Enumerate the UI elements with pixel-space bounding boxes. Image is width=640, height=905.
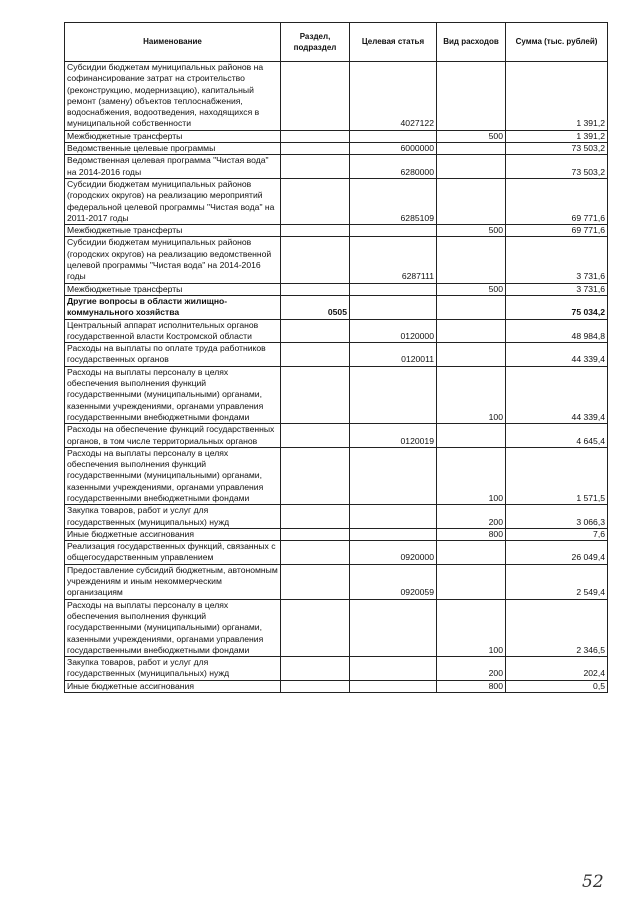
cell-target: 0120019 xyxy=(350,424,437,448)
cell-name: Расходы на обеспечение функций государственных органов, в том числе территориальных органов xyxy=(65,424,281,448)
cell-type xyxy=(437,424,506,448)
cell-amount: 44 339,4 xyxy=(506,366,608,423)
cell-name: Расходы на выплаты персоналу в целях обеспечения выполнения функций государственными (муниципальными) органами, казенными учреждениями, органами управления государственными внебюджетными фондами xyxy=(65,599,281,656)
cell-target xyxy=(350,680,437,692)
cell-type: 200 xyxy=(437,505,506,529)
cell-type xyxy=(437,237,506,283)
cell-section xyxy=(281,366,350,423)
cell-name: Иные бюджетные ассигнования xyxy=(65,528,281,540)
cell-name: Субсидии бюджетам муниципальных районов (городских округов) на реализацию ведомственной целевой программы "Чистая вода" на 2014-2016 годы xyxy=(65,237,281,283)
cell-name: Ведомственные целевые программы xyxy=(65,143,281,155)
cell-amount: 73 503,2 xyxy=(506,155,608,179)
table-row xyxy=(65,505,608,529)
cell-amount: 1 391,2 xyxy=(506,62,608,131)
cell-section xyxy=(281,447,350,504)
cell-type: 500 xyxy=(437,225,506,237)
cell-name: Межбюджетные трансферты xyxy=(65,130,281,142)
table-header-row xyxy=(65,23,608,62)
cell-target: 6000000 xyxy=(350,143,437,155)
cell-type: 500 xyxy=(437,283,506,295)
cell-amount: 73 503,2 xyxy=(506,143,608,155)
cell-section xyxy=(281,657,350,681)
page-number: 52 xyxy=(582,872,604,892)
table-row xyxy=(65,283,608,295)
cell-type: 200 xyxy=(437,657,506,681)
cell-section xyxy=(281,143,350,155)
cell-name: Реализация государственных функций, связанных с общегосударственным управлением xyxy=(65,541,281,565)
table-row xyxy=(65,564,608,599)
table-row xyxy=(65,528,608,540)
cell-amount: 202,4 xyxy=(506,657,608,681)
col-header-type: Вид расходов xyxy=(437,23,506,62)
cell-section xyxy=(281,155,350,179)
table-row xyxy=(65,62,608,131)
cell-target: 0920059 xyxy=(350,564,437,599)
cell-name: Предоставление субсидий бюджетным, автономным учреждениям и иным некоммерческим организациям xyxy=(65,564,281,599)
table-row xyxy=(65,657,608,681)
table-row xyxy=(65,541,608,565)
cell-section xyxy=(281,225,350,237)
cell-section xyxy=(281,283,350,295)
col-header-section: Раздел, подраздел xyxy=(281,23,350,62)
cell-name: Субсидии бюджетам муниципальных районов на софинансирование затрат на строительство (реконструкцию, модернизацию), капитальный ремонт (замену) объектов теплоснабжения, водоснабжения, водоотведения, находящихся в муниципальной собственности xyxy=(65,62,281,131)
cell-section xyxy=(281,130,350,142)
cell-type: 100 xyxy=(437,366,506,423)
cell-section: 0505 xyxy=(281,295,350,319)
cell-type xyxy=(437,62,506,131)
cell-amount: 26 049,4 xyxy=(506,541,608,565)
cell-name: Иные бюджетные ассигнования xyxy=(65,680,281,692)
cell-amount: 2 346,5 xyxy=(506,599,608,656)
cell-name: Другие вопросы в области жилищно-коммунального хозяйства xyxy=(65,295,281,319)
cell-type xyxy=(437,319,506,343)
table-row xyxy=(65,225,608,237)
cell-name: Расходы на выплаты по оплате труда работников государственных органов xyxy=(65,343,281,367)
cell-target xyxy=(350,283,437,295)
cell-amount: 4 645,4 xyxy=(506,424,608,448)
table-row xyxy=(65,130,608,142)
table-row xyxy=(65,366,608,423)
cell-type: 800 xyxy=(437,528,506,540)
cell-section xyxy=(281,541,350,565)
cell-amount: 0,5 xyxy=(506,680,608,692)
cell-amount: 75 034,2 xyxy=(506,295,608,319)
table-body xyxy=(65,62,608,693)
cell-target: 0120000 xyxy=(350,319,437,343)
cell-target xyxy=(350,528,437,540)
cell-name: Закупка товаров, работ и услуг для государственных (муниципальных) нужд xyxy=(65,505,281,529)
cell-target: 4027122 xyxy=(350,62,437,131)
cell-target: 6280000 xyxy=(350,155,437,179)
cell-type xyxy=(437,541,506,565)
cell-name: Центральный аппарат исполнительных органов государственной власти Костромской области xyxy=(65,319,281,343)
cell-type: 800 xyxy=(437,680,506,692)
cell-type xyxy=(437,178,506,224)
cell-name: Закупка товаров, работ и услуг для государственных (муниципальных) нужд xyxy=(65,657,281,681)
cell-type xyxy=(437,564,506,599)
cell-amount: 1 391,2 xyxy=(506,130,608,142)
col-header-target: Целевая статья xyxy=(350,23,437,62)
cell-section xyxy=(281,237,350,283)
cell-section xyxy=(281,319,350,343)
cell-amount: 69 771,6 xyxy=(506,178,608,224)
cell-name: Межбюджетные трансферты xyxy=(65,283,281,295)
table-row xyxy=(65,155,608,179)
cell-target xyxy=(350,505,437,529)
cell-amount: 1 571,5 xyxy=(506,447,608,504)
cell-type xyxy=(437,155,506,179)
cell-type xyxy=(437,343,506,367)
cell-amount: 3 731,6 xyxy=(506,237,608,283)
col-header-sum: Сумма (тыс. рублей) xyxy=(506,23,608,62)
cell-section xyxy=(281,62,350,131)
cell-target xyxy=(350,295,437,319)
cell-type: 100 xyxy=(437,447,506,504)
cell-amount: 44 339,4 xyxy=(506,343,608,367)
cell-target xyxy=(350,657,437,681)
table-row xyxy=(65,680,608,692)
cell-target: 6285109 xyxy=(350,178,437,224)
cell-name: Расходы на выплаты персоналу в целях обеспечения выполнения функций государственными (муниципальными) органами, казенными учреждениями, органами управления государственными внебюджетными фондами xyxy=(65,366,281,423)
cell-name: Расходы на выплаты персоналу в целях обеспечения выполнения функций государственными (муниципальными) органами, казенными учреждениями, органами управления государственными внебюджетными фондами xyxy=(65,447,281,504)
cell-section xyxy=(281,343,350,367)
cell-target xyxy=(350,599,437,656)
cell-target xyxy=(350,130,437,142)
cell-amount: 48 984,8 xyxy=(506,319,608,343)
table-row xyxy=(65,237,608,283)
table-row xyxy=(65,319,608,343)
budget-table xyxy=(64,22,608,693)
cell-name: Субсидии бюджетам муниципальных районов (городских округов) на реализацию мероприятий федеральной целевой программы "Чистая вода" на 2011-2017 годы xyxy=(65,178,281,224)
cell-amount: 3 066,3 xyxy=(506,505,608,529)
table-row xyxy=(65,143,608,155)
cell-name: Межбюджетные трансферты xyxy=(65,225,281,237)
table-row xyxy=(65,447,608,504)
cell-target: 6287111 xyxy=(350,237,437,283)
cell-target xyxy=(350,225,437,237)
cell-type xyxy=(437,295,506,319)
cell-amount: 7,6 xyxy=(506,528,608,540)
cell-type: 100 xyxy=(437,599,506,656)
col-header-name: Наименование xyxy=(65,23,281,62)
table-row xyxy=(65,343,608,367)
cell-target xyxy=(350,366,437,423)
cell-type xyxy=(437,143,506,155)
cell-section xyxy=(281,424,350,448)
cell-section xyxy=(281,680,350,692)
cell-section xyxy=(281,599,350,656)
table-row xyxy=(65,599,608,656)
cell-target: 0120011 xyxy=(350,343,437,367)
cell-target: 0920000 xyxy=(350,541,437,565)
table-row xyxy=(65,178,608,224)
cell-section xyxy=(281,564,350,599)
cell-section xyxy=(281,178,350,224)
cell-amount: 69 771,6 xyxy=(506,225,608,237)
cell-amount: 2 549,4 xyxy=(506,564,608,599)
cell-type: 500 xyxy=(437,130,506,142)
cell-target xyxy=(350,447,437,504)
cell-section xyxy=(281,528,350,540)
table-row xyxy=(65,295,608,319)
cell-name: Ведомственная целевая программа "Чистая вода" на 2014-2016 годы xyxy=(65,155,281,179)
cell-amount: 3 731,6 xyxy=(506,283,608,295)
cell-section xyxy=(281,505,350,529)
table-row xyxy=(65,424,608,448)
